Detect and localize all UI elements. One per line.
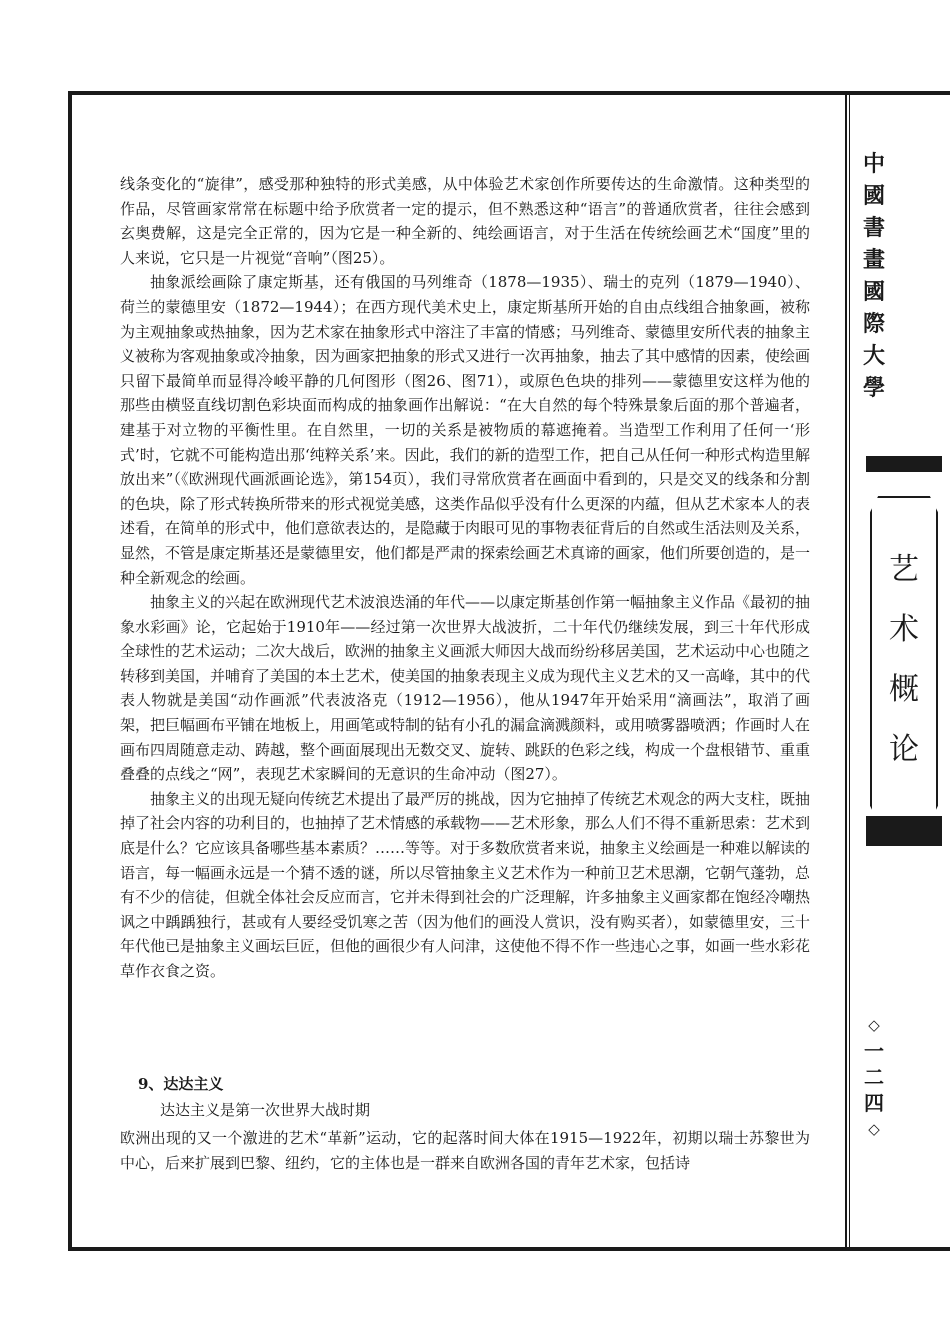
publisher-char: 際	[862, 311, 885, 337]
book-title-char: 论	[889, 732, 919, 767]
publisher-char: 國	[862, 183, 885, 209]
page-number-char: 四	[864, 1091, 884, 1115]
publisher-char: 畫	[862, 247, 885, 273]
publisher-char: 國	[862, 279, 885, 305]
publisher-char: 書	[862, 215, 885, 241]
section-lead: 达达主义是第一次世界大战时期	[160, 1101, 371, 1119]
publisher-char: 學	[862, 375, 885, 401]
diamond-icon: ◇	[868, 1016, 880, 1034]
paragraph-4: 抽象主义的出现无疑向传统艺术提出了最严厉的挑战，因为它抽掉了传统艺术观念的两大支柱，既抽掉了社会内容的功利目的，也抽掉了艺术情感的承载物——艺术形象，那么人们不得不重新思索：艺术到底是什么？它应该具备哪些基本素质？……等等。对于多数欣赏者来说，抽象主义绘画是一种难以解读的语言，每一幅画永远是一个猜不透的谜，所以尽管抽象主义艺术作为一种前卫艺术思潮，它朝气蓬勃，总有不少的信徒，但就全体社会反应而言，它并未得到社会的广泛理解，许多抽象主义画家都在饱经冷嘲热讽之中踽踽独行，甚或有人要经受饥寒之苦（因为他们的画没人赏识，没有购买者），如蒙德里安，三十年代他已是抽象主义画坛巨匠，但他的画很少有人问津，这使他不得不作一些违心之事，如画一些水彩花草作衣食之资。	[120, 789, 811, 980]
sidebar-divider	[845, 95, 847, 1247]
section-text: 欧洲出现的又一个激进的艺术“革新”运动，它的起落时间大体在1915—1922年，初期以瑞士苏黎世为中心，后来扩展到巴黎、纽约，它的主体也是一群来自欧洲各国的青年艺术家，包括诗	[120, 1129, 810, 1172]
body-text	[120, 172, 810, 984]
publisher-name	[862, 148, 886, 404]
ornament-top-bar	[866, 456, 942, 470]
book-title	[866, 540, 942, 780]
publisher-char: 大	[862, 343, 885, 369]
page-number-char: 一	[864, 1039, 884, 1063]
paragraph-1: 线条变化的“旋律”，感受那种独特的形式美感，从中体验艺术家创作所要传达的生命激情。这种类型的作品，尽管画家常常在标题中给予欣赏者一定的提示，但不熟悉这种“语言”的普通欣赏者，往往会感到玄奥费解，这是完全正常的，因为它是一种全新的、纯绘画语言，对于生活在传统绘画艺术“国度”里的人来说，它只是一片视觉“音响”（图25）。	[120, 175, 810, 267]
ornament-bottom-bar	[866, 816, 942, 846]
section-heading: 9、达达主义	[138, 1075, 224, 1093]
page-number	[862, 1012, 886, 1142]
page-number-char: 二	[864, 1065, 884, 1089]
book-title-char: 艺	[889, 552, 919, 587]
sidebar-divider-inner	[849, 95, 850, 1247]
paragraph-2: 抽象派绘画除了康定斯基，还有俄国的马列维奇（1878—1935）、瑞士的克列（1879—1940）、荷兰的蒙德里安（1872—1944）；在西方现代美术史上，康定斯基所开始的自由点线组合抽象画，被称为主观抽象或热抽象，因为艺术家在抽象形式中溶注了丰富的情感；马列维奇、蒙德里安所代表的抽象主义被称为客观抽象或冷抽象，因为画家把抽象的形式又进行一次再抽象，抽去了其中感情的因素，使绘画只留下最简单而显得冷峻平静的几何图形（图26、图71），或原色色块的排列——蒙德里安这样为他的那些由横竖直线切割色彩块面而构成的抽象画作出解说：“在大自然的每个特殊景象后面的那个普遍者，建基于对立物的平衡性里。在自然里，一切的关系是被物质的幕遮掩着。当造型工作利用了任何一‘形式’时，它就不可能构造出那‘纯粹关系’来。因此，我们的新的造型工作，把自己从任何一种形式构造里解放出来”（《欧洲现代画派画论选》，第154页），我们寻常欣赏者在画面中看到的，只是交叉的线条和分割的色块，除了形式转换所带来的形式视觉美感，这类作品似乎没有什么更深的内蕴，但从艺术家本人的表述看，在简单的形式中，他们意欲表达的，是隐藏于肉眼可见的事物表征背后的自然或生活法则及关系，显然，不管是康定斯基还是蒙德里安，他们都是严肃的探索绘画艺术真谛的画家，他们所要创造的，是一种全新观念的绘画。	[120, 273, 811, 587]
book-title-char: 概	[889, 672, 919, 707]
book-title-char: 术	[889, 612, 919, 647]
publisher-char: 中	[862, 151, 885, 177]
diamond-icon: ◇	[868, 1120, 880, 1138]
paragraph-3: 抽象主义的兴起在欧洲现代艺术波浪迭涌的年代——以康定斯基创作第一幅抽象主义作品《最初的抽象水彩画》论，它起始于1910年——经过第一次世界大战波折，二十年代仍继续发展，到三十年代形成全球性的艺术运动；二次大战后，欧洲的抽象主义画派大师因大战而纷纷移居美国，艺术运动中心也随之转移到美国，并哺育了美国的本土艺术，使美国的抽象表现主义成为现代主义艺术的又一高峰，其中的代表人物就是美国“动作画派”代表波洛克（1912—1956），他从1947年开始采用“滴画法”，取消了画架，把巨幅画布平铺在地板上，用画笔或特制的钻有小孔的漏盒滴溅颜料，或用喷雾器喷洒；作画时人在画布四周随意走动、踌越，整个画面展现出无数交叉、旋转、跳跃的色彩之线，构成一个盘根错节、重重叠叠的点线之“网”，表现艺术家瞬间的无意识的生命冲动（图27）。	[120, 593, 811, 784]
